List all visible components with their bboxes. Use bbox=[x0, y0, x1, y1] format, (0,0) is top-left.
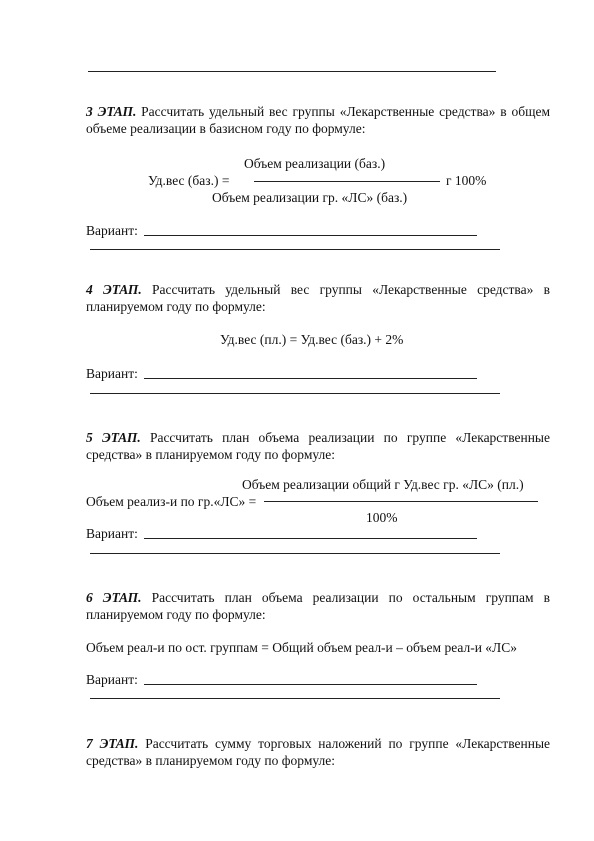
stage-4-answer-line[interactable] bbox=[90, 393, 500, 394]
stage-6-label: 6 ЭТАП. bbox=[86, 590, 142, 605]
stage-6-variant-field[interactable] bbox=[144, 684, 477, 685]
stage-5-fraction-bar bbox=[264, 501, 538, 502]
stage-4-label: 4 ЭТАП. bbox=[86, 282, 142, 297]
stage-3-variant-field[interactable] bbox=[144, 235, 477, 236]
stage-7-text: Рассчитать сумму торговых наложений по группе «Лекарственные средства» в планируемом году по формуле: bbox=[86, 736, 551, 768]
stage-5-formula-lhs: Объем реализ-и по гр.«ЛС» = bbox=[86, 494, 257, 509]
stage-5-text: Рассчитать план объема реализации по группе «Лекарственные средства» в планируемом году по формуле: bbox=[86, 430, 550, 462]
stage-4-variant-field[interactable] bbox=[144, 378, 477, 379]
stage-4-formula: Уд.вес (пл.) = Уд.вес (баз.) + 2% bbox=[220, 332, 404, 347]
stage-3-paragraph bbox=[86, 103, 550, 137]
stage-3-formula-lhs: Уд.вес (баз.) = bbox=[148, 173, 230, 188]
stage-3-formula-rhs: г 100% bbox=[446, 173, 487, 188]
stage-6-paragraph bbox=[86, 589, 550, 623]
stage-5-variant-field[interactable] bbox=[144, 538, 477, 539]
stage-5-label: 5 ЭТАП. bbox=[86, 430, 141, 445]
stage-6-formula: Объем реал-и по ост. группам = Общий объем реал-и – объем реал-и «ЛС» bbox=[86, 640, 517, 655]
stage-4-variant-label: Вариант: bbox=[86, 366, 138, 381]
stage-6-variant-label: Вариант: bbox=[86, 672, 138, 687]
stage-4-text: Рассчитать удельный вес группы «Лекарственные средства» в планируемом году по формуле: bbox=[86, 282, 550, 314]
stage-7-label: 7 ЭТАП. bbox=[86, 736, 139, 751]
stage-6-text: Рассчитать план объема реализации по остальным группам в планируемом году по формуле: bbox=[86, 590, 550, 622]
stage-3-answer-line[interactable] bbox=[90, 249, 500, 250]
stage-5-variant-label: Вариант: bbox=[86, 526, 138, 541]
stage-7-paragraph bbox=[86, 735, 550, 769]
stage-3-variant-label: Вариант: bbox=[86, 223, 138, 238]
top-answer-line bbox=[88, 71, 496, 72]
stage-4-paragraph bbox=[86, 281, 550, 315]
stage-3-text: Рассчитать удельный вес группы «Лекарственные средства» в общем объеме реализации в базисном году по формуле: bbox=[86, 104, 550, 136]
stage-6-answer-line[interactable] bbox=[90, 698, 500, 699]
stage-5-paragraph bbox=[86, 429, 550, 463]
stage-3-label: 3 ЭТАП. bbox=[86, 104, 137, 119]
stage-5-numerator: Объем реализации общий г Уд.вес гр. «ЛС» (пл.) bbox=[242, 477, 524, 492]
stage-3-numerator: Объем реализации (баз.) bbox=[244, 156, 386, 171]
stage-3-denominator: Объем реализации гр. «ЛС» (баз.) bbox=[212, 190, 408, 205]
stage-5-denominator: 100% bbox=[366, 510, 398, 525]
stage-3-fraction-bar bbox=[254, 181, 440, 182]
stage-5-answer-line[interactable] bbox=[90, 553, 500, 554]
